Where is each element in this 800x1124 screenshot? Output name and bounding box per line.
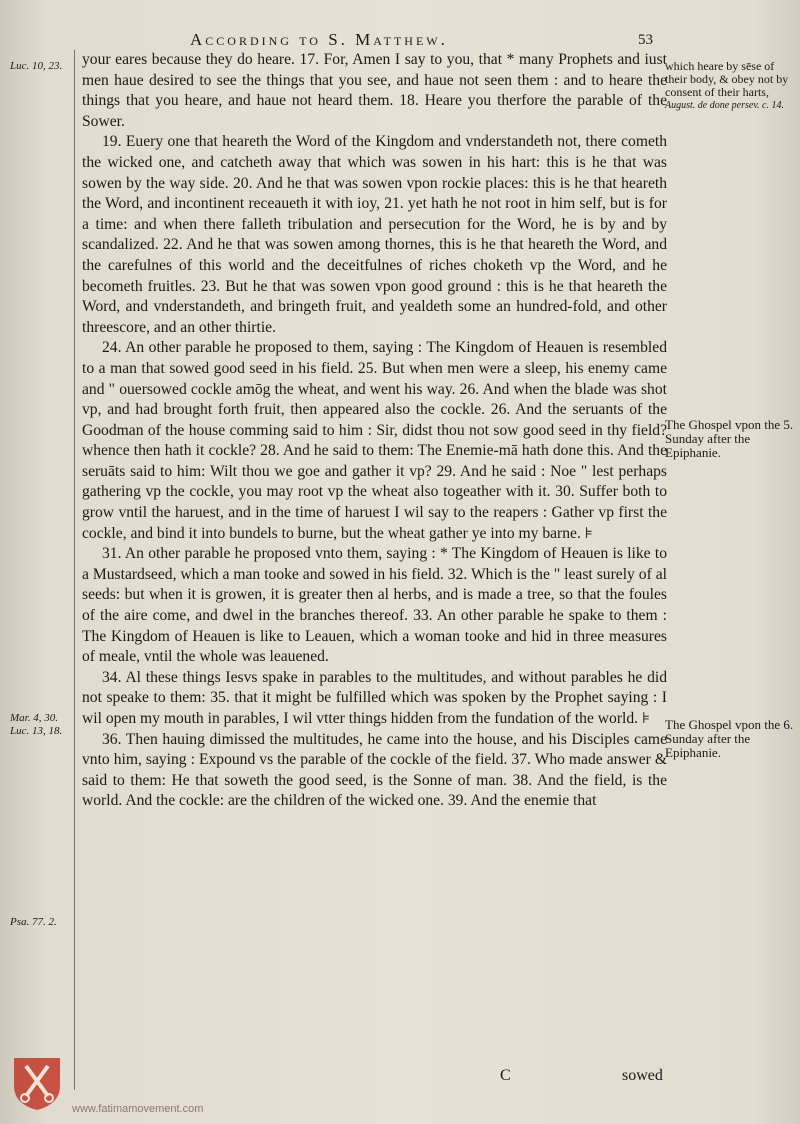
signature-mark: C: [500, 1067, 511, 1084]
right-note-sense-text: which heare by sēse of their body, & obey not by consent of their harts,: [665, 59, 789, 99]
running-head: According to S. Matthew.: [190, 30, 448, 49]
margin-rule: [74, 50, 75, 1090]
paragraph-v31: 31. An other parable he proposed vnto them, saying : * The Kingdom of Heauen is like to a Mustardseed, which a man tooke and sowed in his field. 32. Which is the " least surely of al seeds: but when it is growen, it is greater then al herbs, and is made a tree, so that the foules of the aire come, and dwel in the branches thereof. 33. An other parable he spake to them : The Kingdom of Heauen is like to Leauen, which a woman tooke and hid in three measures of meale, vntil the whole was leauened.: [82, 545, 667, 666]
body-text: [82, 50, 667, 812]
left-note-mar4: Mar. 4, 30. Luc. 13, 18.: [10, 712, 63, 737]
watermark[interactable]: www.fatimamovement.com: [72, 1103, 204, 1115]
paragraph-v17: your eares because they do heare. 17. For, Amen I say to you, that * many Prophets and iust men haue desired to see the things that you see, and haue not seen them : and to heare the things that you heare, and haue not heard them. 18. Heare you therfore the parable of the Sower.: [82, 51, 667, 130]
right-note-august: August. de done persev. c. 14.: [665, 100, 784, 111]
left-note-luc10: Luc. 10, 23.: [10, 60, 63, 72]
catchword: sowed: [622, 1067, 663, 1084]
papal-keys-logo: [10, 1052, 64, 1112]
right-note-liturgy-6: The Ghospel vpon the 6. Sunday after the Epiphanie.: [665, 717, 794, 760]
paragraph-v24: 24. An other parable he proposed to them, saying : The Kingdom of Heauen is resembled to a man that sowed good seed in his field. 25. But when men were a sleep, his enemy came and " ouersowed cockle amōg the wheat, and went his way. 26. And when the blade was shot vp, and had brought forth fruit, then appeared also the cockle. 26. And the seruants of the Goodman of the house comming said to him : Sir, didst thou not sow good seed in thy field? whence then hath it cockle? 28. And he said to them: The Enemie-mā hath done this. And the seruāts said to him: Wilt thou we goe and gather it vp? 29. And he said : Noe " lest perhaps gathering vp the cockle, you may root vp the wheat also togeather with it. 30. Suffer both to grow vntil the haruest, and in the time of haruest I wil say to the reapers : Gather vp first the cockle, and bind it into bundels to burne, but the wheat gather ye into my barne. ⊧: [82, 339, 667, 542]
paragraph-v36: 36. Then hauing dimissed the multitudes, he came into the house, and his Disciples came vnto him, saying : Expound vs the parable of the cockle of the field. 37. Who made answer & said to them: He that soweth the good seed, is the Sonne of man. 38. And the field, is the world. And the cockle: are the children of the wicked one. 39. And the enemie that: [82, 730, 667, 810]
page-number: 53: [638, 32, 653, 48]
left-note-psa77: Psa. 77. 2.: [10, 916, 57, 928]
paragraph-v19: 19. Euery one that heareth the Word of the Kingdom and vnderstandeth not, there cometh the wicked one, and catcheth away that which was sowen in his hart: this is he that was sowen by the way side. 20. And he that was sowen vpon rockie places: this is he that heareth the Word, and incontinent receaueth it with ioy, 21. yet hath he not root in him self, but is for a time: and when there falleth tribulation and persecution for the Word, he is by and by scandalized. 22. And he that was sowen among thornes, this is he that heareth the Word, and the carefulnes of this world and the deceitfulnes of riches choketh vp the Word, and he becometh fruitles. 23. But he that was sowen vpon good ground : this is he that heareth the Word, and vnderstandeth, and bringeth fruit, and yealdeth some an hundred-fold, and other threescore, and an other thirtie.: [82, 133, 667, 336]
paragraph-v34: 34. Al these things Iesvs spake in parables to the multitudes, and without parables he did not speake to them: 35. that it might be fulfilled which was spoken by the Prophet saying : I wil open my mouth in parables, I wil vtter things hidden from the fundation of the world. ⊧: [82, 668, 667, 727]
shield-keys-icon: [10, 1052, 64, 1112]
right-note-sense: [665, 60, 795, 112]
right-note-liturgy-5: The Ghospel vpon the 5. Sunday after the Epiphanie.: [665, 417, 794, 460]
